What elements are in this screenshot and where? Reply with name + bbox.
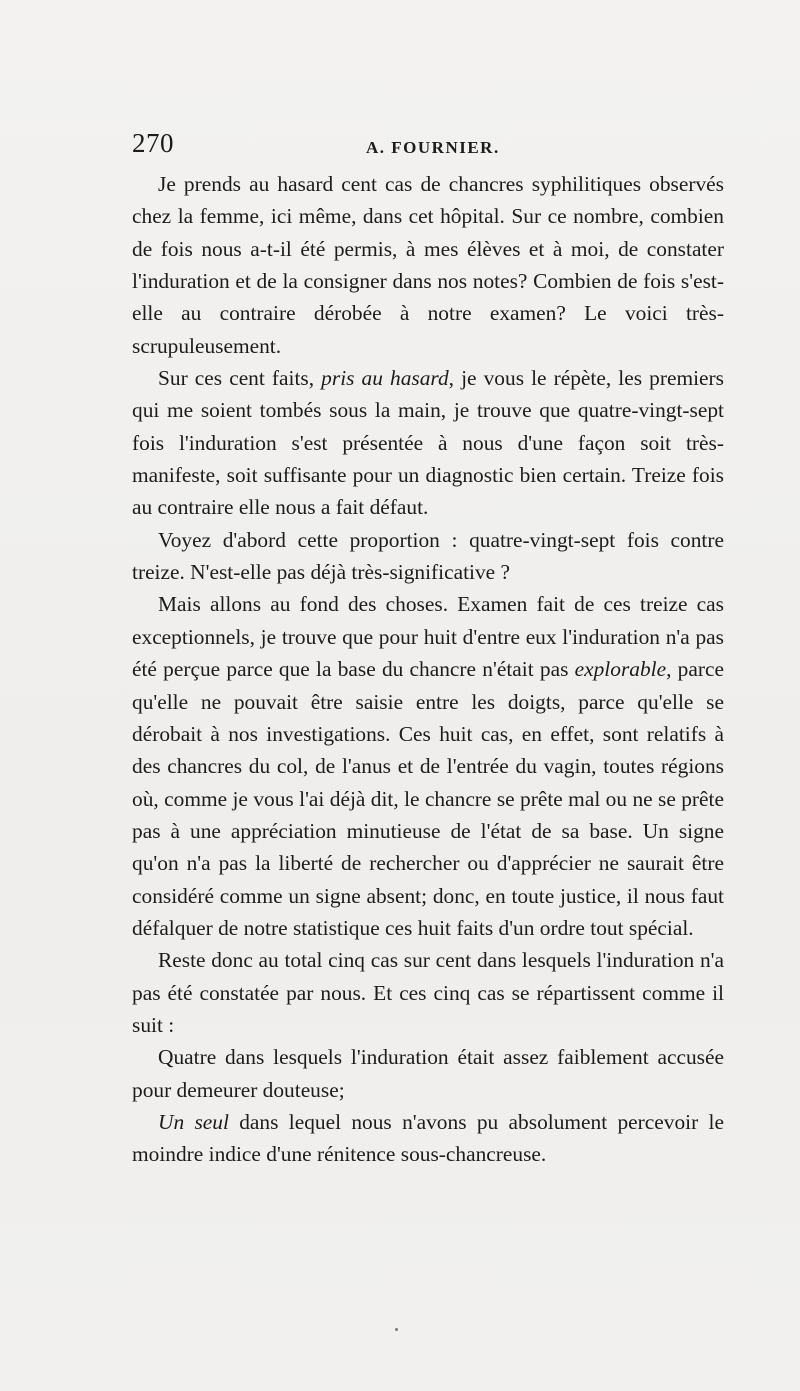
italic-phrase: pris au hasard: [321, 366, 449, 391]
ink-speck: [395, 1328, 398, 1331]
paragraph-7: [132, 1106, 724, 1171]
paragraph-text: Je prends au hasard cent cas de chancres syphilitiques observés chez la femme, ici même, dans cet hôpital. Sur ce nombre, combien de fois nous a-t-il été permis, à mes élèves et à moi, de constater l'induration et de la consigner dans nos notes? Combien de fois s'est-elle au contraire dérobée à notre examen? Le voici très-scrupuleusement.: [132, 172, 724, 358]
running-head: A. FOURNIER.: [366, 138, 500, 157]
paragraph-text: Sur ces cent faits,: [158, 366, 322, 391]
paragraph-text: Quatre dans lesquels l'induration était assez faiblement accusée pour demeurer douteuse;: [132, 1045, 724, 1102]
paragraph-text: dans lequel nous n'avons pu absolument percevoir le moindre indice d'une rénitence sous-chancreuse.: [132, 1109, 724, 1167]
body-text: [132, 168, 724, 1171]
italic-phrase: Un seul: [158, 1109, 229, 1134]
paragraph-text: Voyez d'abord cette proportion : quatre-vingt-sept fois contre treize. N'est-elle pas déjà très-significative ?: [132, 527, 724, 585]
paragraph-5: [132, 944, 724, 1041]
page-number: 270: [132, 128, 174, 158]
italic-phrase: explorable: [574, 657, 667, 682]
page-header: [132, 128, 672, 168]
paragraph-text: Mais allons au fond des choses. Examen fait de ces treize cas exceptionnels, je trouve que pour huit d'entre eux l'induration n'a pas été perçue parce que la base du chancre n'était pas: [132, 592, 724, 682]
paragraph-text: Reste donc au total cinq cas sur cent dans lesquels l'induration n'a pas été constatée par nous. Et ces cinq cas se répartissent comme il suit :: [132, 948, 724, 1037]
paragraph-text: , je vous le répète, les premiers qui me soient tombés sous la main, je trouve que quatre-vingt-sept fois l'induration s'est présentée à nous d'une façon soit très-manifeste, soit suffisante pour un diagnostic bien certain. Treize fois au contraire elle nous a fait défaut.: [132, 366, 724, 520]
paragraph-3: [132, 524, 724, 589]
paragraph-2: [132, 362, 724, 524]
paragraph-6: [132, 1041, 724, 1106]
paragraph-4: [132, 588, 724, 944]
paragraph-text: , parce qu'elle ne pouvait être saisie entre les doigts, parce qu'elle se dérobait à nos investigations. Ces huit cas, en effet, sont relatifs à des chancres du col, de l'anus et de l'entrée du vagin, toutes régions où, comme je vous l'ai déjà dit, le chancre se prête mal ou ne se prête pas à une appréciation minutieuse de l'état de sa base. Un signe qu'on n'a pas la liberté de rechercher ou d'apprécier ne saurait être considéré comme un signe absent; donc, en toute justice, il nous faut défalquer de notre statistique ces huit faits d'un ordre tout spécial.: [132, 657, 724, 940]
paragraph-1: [132, 168, 724, 362]
